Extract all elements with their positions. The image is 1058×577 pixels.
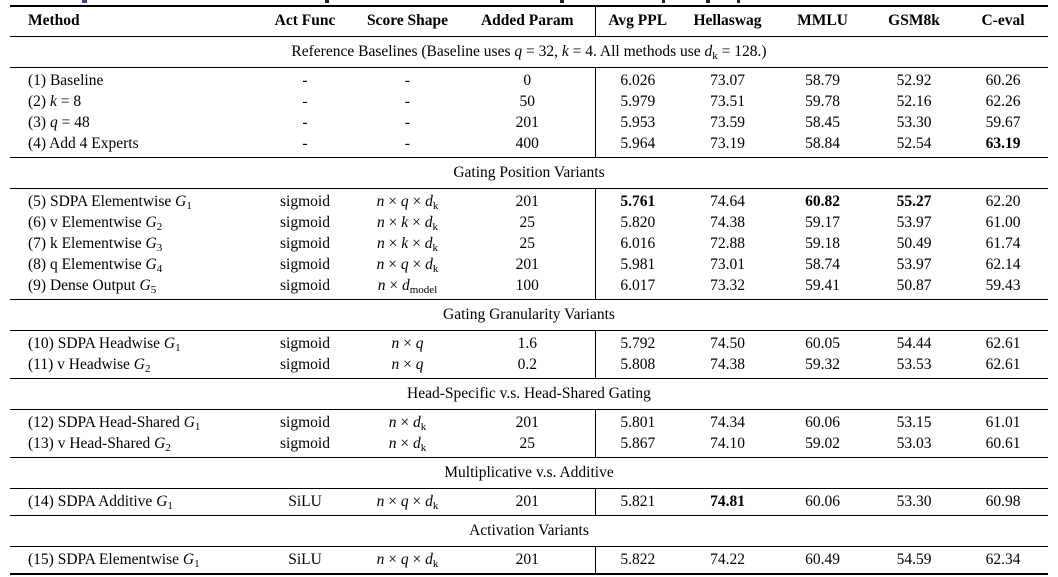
value-cell-c-eval: 61.01	[985, 414, 1021, 431]
table-row	[10, 255, 1048, 276]
value-cell-gsm8k: 50.87	[896, 277, 932, 294]
value-cell-gsm8k: 54.44	[896, 335, 932, 352]
value-cell-score-shape: $n \times q \times d_k$	[376, 493, 439, 512]
value-cell-avg-ppl: 5.792	[595, 331, 680, 355]
value-cell-avg-ppl: 5.964	[595, 134, 680, 158]
value-cell-avg-ppl: 5.979	[595, 92, 680, 113]
value-cell-gsm8k: 53.97	[896, 256, 932, 273]
value-cell-act-func: -	[302, 93, 308, 110]
column-header-mmlu: MMLU	[775, 6, 870, 37]
value-cell-mmlu: 60.06	[805, 493, 840, 510]
value-cell-hellaswag: 74.81	[710, 493, 745, 510]
table-row	[10, 489, 1048, 516]
value-cell-hellaswag: 73.51	[710, 93, 745, 110]
method-cell: (8) q Elementwise $G_4$	[28, 256, 163, 275]
value-cell-c-eval: 62.14	[985, 256, 1021, 273]
table-head	[10, 6, 1048, 37]
value-cell-gsm8k: 52.16	[896, 93, 932, 110]
value-cell-mmlu: 60.49	[805, 551, 840, 568]
section-title: Activation Variants	[10, 516, 1048, 547]
table-header-row	[10, 6, 1048, 37]
method-cell: (4) Add 4 Experts	[28, 135, 139, 152]
value-cell-added-param: 0	[523, 72, 532, 89]
value-cell-added-param: 201	[515, 551, 539, 568]
section-title: Gating Position Variants	[10, 158, 1048, 189]
method-cell: (3) q = 48	[28, 114, 90, 131]
value-cell-c-eval: 63.19	[985, 135, 1021, 152]
method-cell: (5) SDPA Elementwise $G_1$	[28, 193, 192, 212]
value-cell-hellaswag: 73.07	[710, 72, 745, 89]
value-cell-added-param: 201	[515, 493, 539, 510]
cropped-caption-fragment	[0, 0, 1058, 5]
value-cell-act-func: sigmoid	[280, 235, 330, 252]
value-cell-c-eval: 60.26	[985, 72, 1021, 89]
value-cell-act-func: sigmoid	[280, 435, 330, 452]
value-cell-score-shape: $n \times k \times d_k$	[377, 214, 438, 233]
value-cell-hellaswag: 73.32	[710, 277, 745, 294]
section-title: Reference Baselines (Baseline uses q = 32, k = 4. All methods use $d_k = 128$.)	[10, 37, 1048, 68]
value-cell-added-param: 100	[515, 277, 539, 294]
value-cell-hellaswag: 74.34	[710, 414, 745, 431]
value-cell-score-shape: n × q	[391, 335, 424, 352]
method-cell: (1) Baseline	[28, 72, 104, 89]
table-row	[10, 276, 1048, 300]
method-cell: (15) SDPA Elementwise $G_1$	[28, 551, 200, 570]
value-cell-c-eval: 59.43	[985, 277, 1021, 294]
value-cell-gsm8k: 52.54	[896, 135, 932, 152]
value-cell-mmlu: 58.79	[805, 72, 840, 89]
table-row	[10, 92, 1048, 113]
value-cell-c-eval: 62.26	[985, 93, 1021, 110]
value-cell-avg-ppl: 5.761	[595, 189, 680, 213]
table-row	[10, 134, 1048, 158]
value-cell-act-func: sigmoid	[280, 335, 330, 352]
section-title-row	[10, 458, 1048, 489]
value-cell-c-eval: 62.20	[985, 193, 1021, 210]
value-cell-added-param: 25	[519, 235, 535, 252]
value-cell-added-param: 400	[515, 135, 539, 152]
value-cell-avg-ppl: 5.981	[595, 255, 680, 276]
value-cell-score-shape: -	[404, 135, 411, 152]
value-cell-hellaswag: 74.38	[710, 214, 745, 231]
value-cell-act-func: sigmoid	[280, 256, 330, 273]
value-cell-score-shape: $n \times d_{model}$	[377, 277, 438, 296]
value-cell-c-eval: 60.98	[985, 493, 1021, 510]
table-row	[10, 547, 1048, 575]
value-cell-added-param: 25	[519, 435, 535, 452]
section-title-row	[10, 300, 1048, 331]
value-cell-mmlu: 60.06	[805, 414, 840, 431]
value-cell-hellaswag: 73.19	[710, 135, 745, 152]
value-cell-added-param: 201	[515, 114, 539, 131]
value-cell-added-param: 50	[519, 93, 535, 110]
section-title-row	[10, 37, 1048, 68]
value-cell-mmlu: 59.41	[805, 277, 840, 294]
column-header-avg-ppl: Avg PPL	[595, 6, 680, 37]
value-cell-c-eval: 61.00	[985, 214, 1021, 231]
value-cell-act-func: sigmoid	[280, 193, 330, 210]
value-cell-c-eval: 60.61	[985, 435, 1021, 452]
value-cell-avg-ppl: 5.801	[595, 410, 680, 434]
value-cell-gsm8k: 52.92	[896, 72, 932, 89]
value-cell-gsm8k: 53.97	[896, 214, 932, 231]
value-cell-added-param: 201	[515, 414, 539, 431]
method-cell: (9) Dense Output $G_5$	[28, 277, 157, 296]
method-cell: (11) v Headwise $G_2$	[28, 356, 151, 375]
value-cell-mmlu: 59.17	[805, 214, 840, 231]
value-cell-gsm8k: 53.15	[896, 414, 932, 431]
table-row	[10, 68, 1048, 92]
value-cell-added-param: 201	[515, 193, 539, 210]
column-header-gsm8k: GSM8k	[870, 6, 958, 37]
method-cell: (13) v Head-Shared $G_2$	[28, 435, 171, 454]
value-cell-hellaswag: 74.22	[710, 551, 745, 568]
section-title-row	[10, 158, 1048, 189]
results-table	[10, 5, 1048, 575]
value-cell-mmlu: 58.84	[805, 135, 840, 152]
value-cell-c-eval: 62.61	[985, 356, 1021, 373]
value-cell-mmlu: 58.74	[805, 256, 840, 273]
value-cell-gsm8k: 50.49	[896, 235, 932, 252]
value-cell-c-eval: 62.61	[985, 335, 1021, 352]
value-cell-avg-ppl: 6.016	[595, 234, 680, 255]
value-cell-score-shape: $n \times k \times d_k$	[377, 235, 438, 254]
table-body	[10, 37, 1048, 575]
value-cell-score-shape: -	[404, 93, 411, 110]
value-cell-gsm8k: 53.30	[896, 114, 932, 131]
value-cell-act-func: sigmoid	[280, 277, 330, 294]
value-cell-c-eval: 61.74	[985, 235, 1021, 252]
value-cell-score-shape: -	[404, 72, 411, 89]
value-cell-hellaswag: 73.01	[710, 256, 745, 273]
value-cell-score-shape: $n \times q \times d_k$	[376, 551, 439, 570]
value-cell-mmlu: 59.32	[805, 356, 840, 373]
method-cell: (2) k = 8	[28, 93, 82, 110]
value-cell-gsm8k: 53.03	[896, 435, 932, 452]
value-cell-hellaswag: 73.59	[710, 114, 745, 131]
column-header-act-func: Act Func	[255, 6, 355, 37]
method-cell: (10) SDPA Headwise $G_1$	[28, 335, 181, 354]
section-title: Head-Specific v.s. Head-Shared Gating	[10, 379, 1048, 410]
value-cell-avg-ppl: 5.808	[595, 355, 680, 379]
value-cell-score-shape: -	[404, 114, 411, 131]
value-cell-score-shape: n × q	[391, 356, 424, 373]
table-row	[10, 234, 1048, 255]
value-cell-hellaswag: 72.88	[710, 235, 745, 252]
value-cell-hellaswag: 74.64	[710, 193, 745, 210]
value-cell-score-shape: $n \times q \times d_k$	[376, 256, 439, 275]
value-cell-mmlu: 59.02	[805, 435, 840, 452]
method-cell: (7) k Elementwise $G_3$	[28, 235, 163, 254]
value-cell-hellaswag: 74.10	[710, 435, 745, 452]
value-cell-avg-ppl: 5.867	[595, 434, 680, 458]
value-cell-act-func: sigmoid	[280, 414, 330, 431]
table-row	[10, 410, 1048, 434]
table-row	[10, 331, 1048, 355]
value-cell-added-param: 0.2	[517, 356, 537, 373]
value-cell-hellaswag: 74.50	[710, 335, 745, 352]
value-cell-act-func: SiLU	[288, 551, 322, 568]
value-cell-score-shape: $n \times q \times d_k$	[376, 193, 439, 212]
value-cell-avg-ppl: 6.026	[595, 68, 680, 92]
value-cell-avg-ppl: 5.821	[595, 489, 680, 516]
value-cell-c-eval: 59.67	[985, 114, 1021, 131]
value-cell-mmlu: 59.78	[805, 93, 840, 110]
column-header-score-shape: Score Shape	[355, 6, 460, 37]
value-cell-avg-ppl: 5.953	[595, 113, 680, 134]
value-cell-c-eval: 62.34	[985, 551, 1021, 568]
value-cell-act-func: -	[302, 114, 308, 131]
value-cell-avg-ppl: 5.822	[595, 547, 680, 575]
section-title: Multiplicative v.s. Additive	[10, 458, 1048, 489]
section-title-row	[10, 379, 1048, 410]
section-title-row	[10, 516, 1048, 547]
value-cell-hellaswag: 74.38	[710, 356, 745, 373]
value-cell-mmlu: 60.82	[805, 193, 840, 210]
value-cell-mmlu: 59.18	[805, 235, 840, 252]
value-cell-mmlu: 58.45	[805, 114, 840, 131]
value-cell-avg-ppl: 5.820	[595, 213, 680, 234]
value-cell-score-shape: $n \times d_k$	[388, 414, 427, 433]
value-cell-act-func: SiLU	[288, 493, 322, 510]
method-cell: (12) SDPA Head-Shared $G_1$	[28, 414, 201, 433]
column-header-c-eval: C-eval	[958, 6, 1048, 37]
value-cell-gsm8k: 54.59	[896, 551, 932, 568]
value-cell-gsm8k: 53.30	[896, 493, 932, 510]
table-row	[10, 355, 1048, 379]
value-cell-added-param: 25	[519, 214, 535, 231]
value-cell-act-func: -	[302, 135, 308, 152]
method-cell: (14) SDPA Additive $G_1$	[28, 493, 173, 512]
value-cell-act-func: sigmoid	[280, 214, 330, 231]
value-cell-gsm8k: 53.53	[896, 356, 932, 373]
table-row	[10, 189, 1048, 213]
table-row	[10, 113, 1048, 134]
table-row	[10, 213, 1048, 234]
value-cell-added-param: 1.6	[517, 335, 537, 352]
value-cell-score-shape: $n \times d_k$	[388, 435, 427, 454]
value-cell-avg-ppl: 6.017	[595, 276, 680, 300]
value-cell-act-func: sigmoid	[280, 356, 330, 373]
value-cell-gsm8k: 55.27	[896, 193, 932, 210]
column-header-hellaswag: Hellaswag	[680, 6, 775, 37]
section-title: Gating Granularity Variants	[10, 300, 1048, 331]
method-cell: (6) v Elementwise $G_2$	[28, 214, 163, 233]
value-cell-act-func: -	[302, 72, 308, 89]
column-header-method: Method	[10, 6, 255, 37]
value-cell-added-param: 201	[515, 256, 539, 273]
value-cell-mmlu: 60.05	[805, 335, 840, 352]
table-row	[10, 434, 1048, 458]
column-header-added-param: Added Param	[460, 6, 595, 37]
